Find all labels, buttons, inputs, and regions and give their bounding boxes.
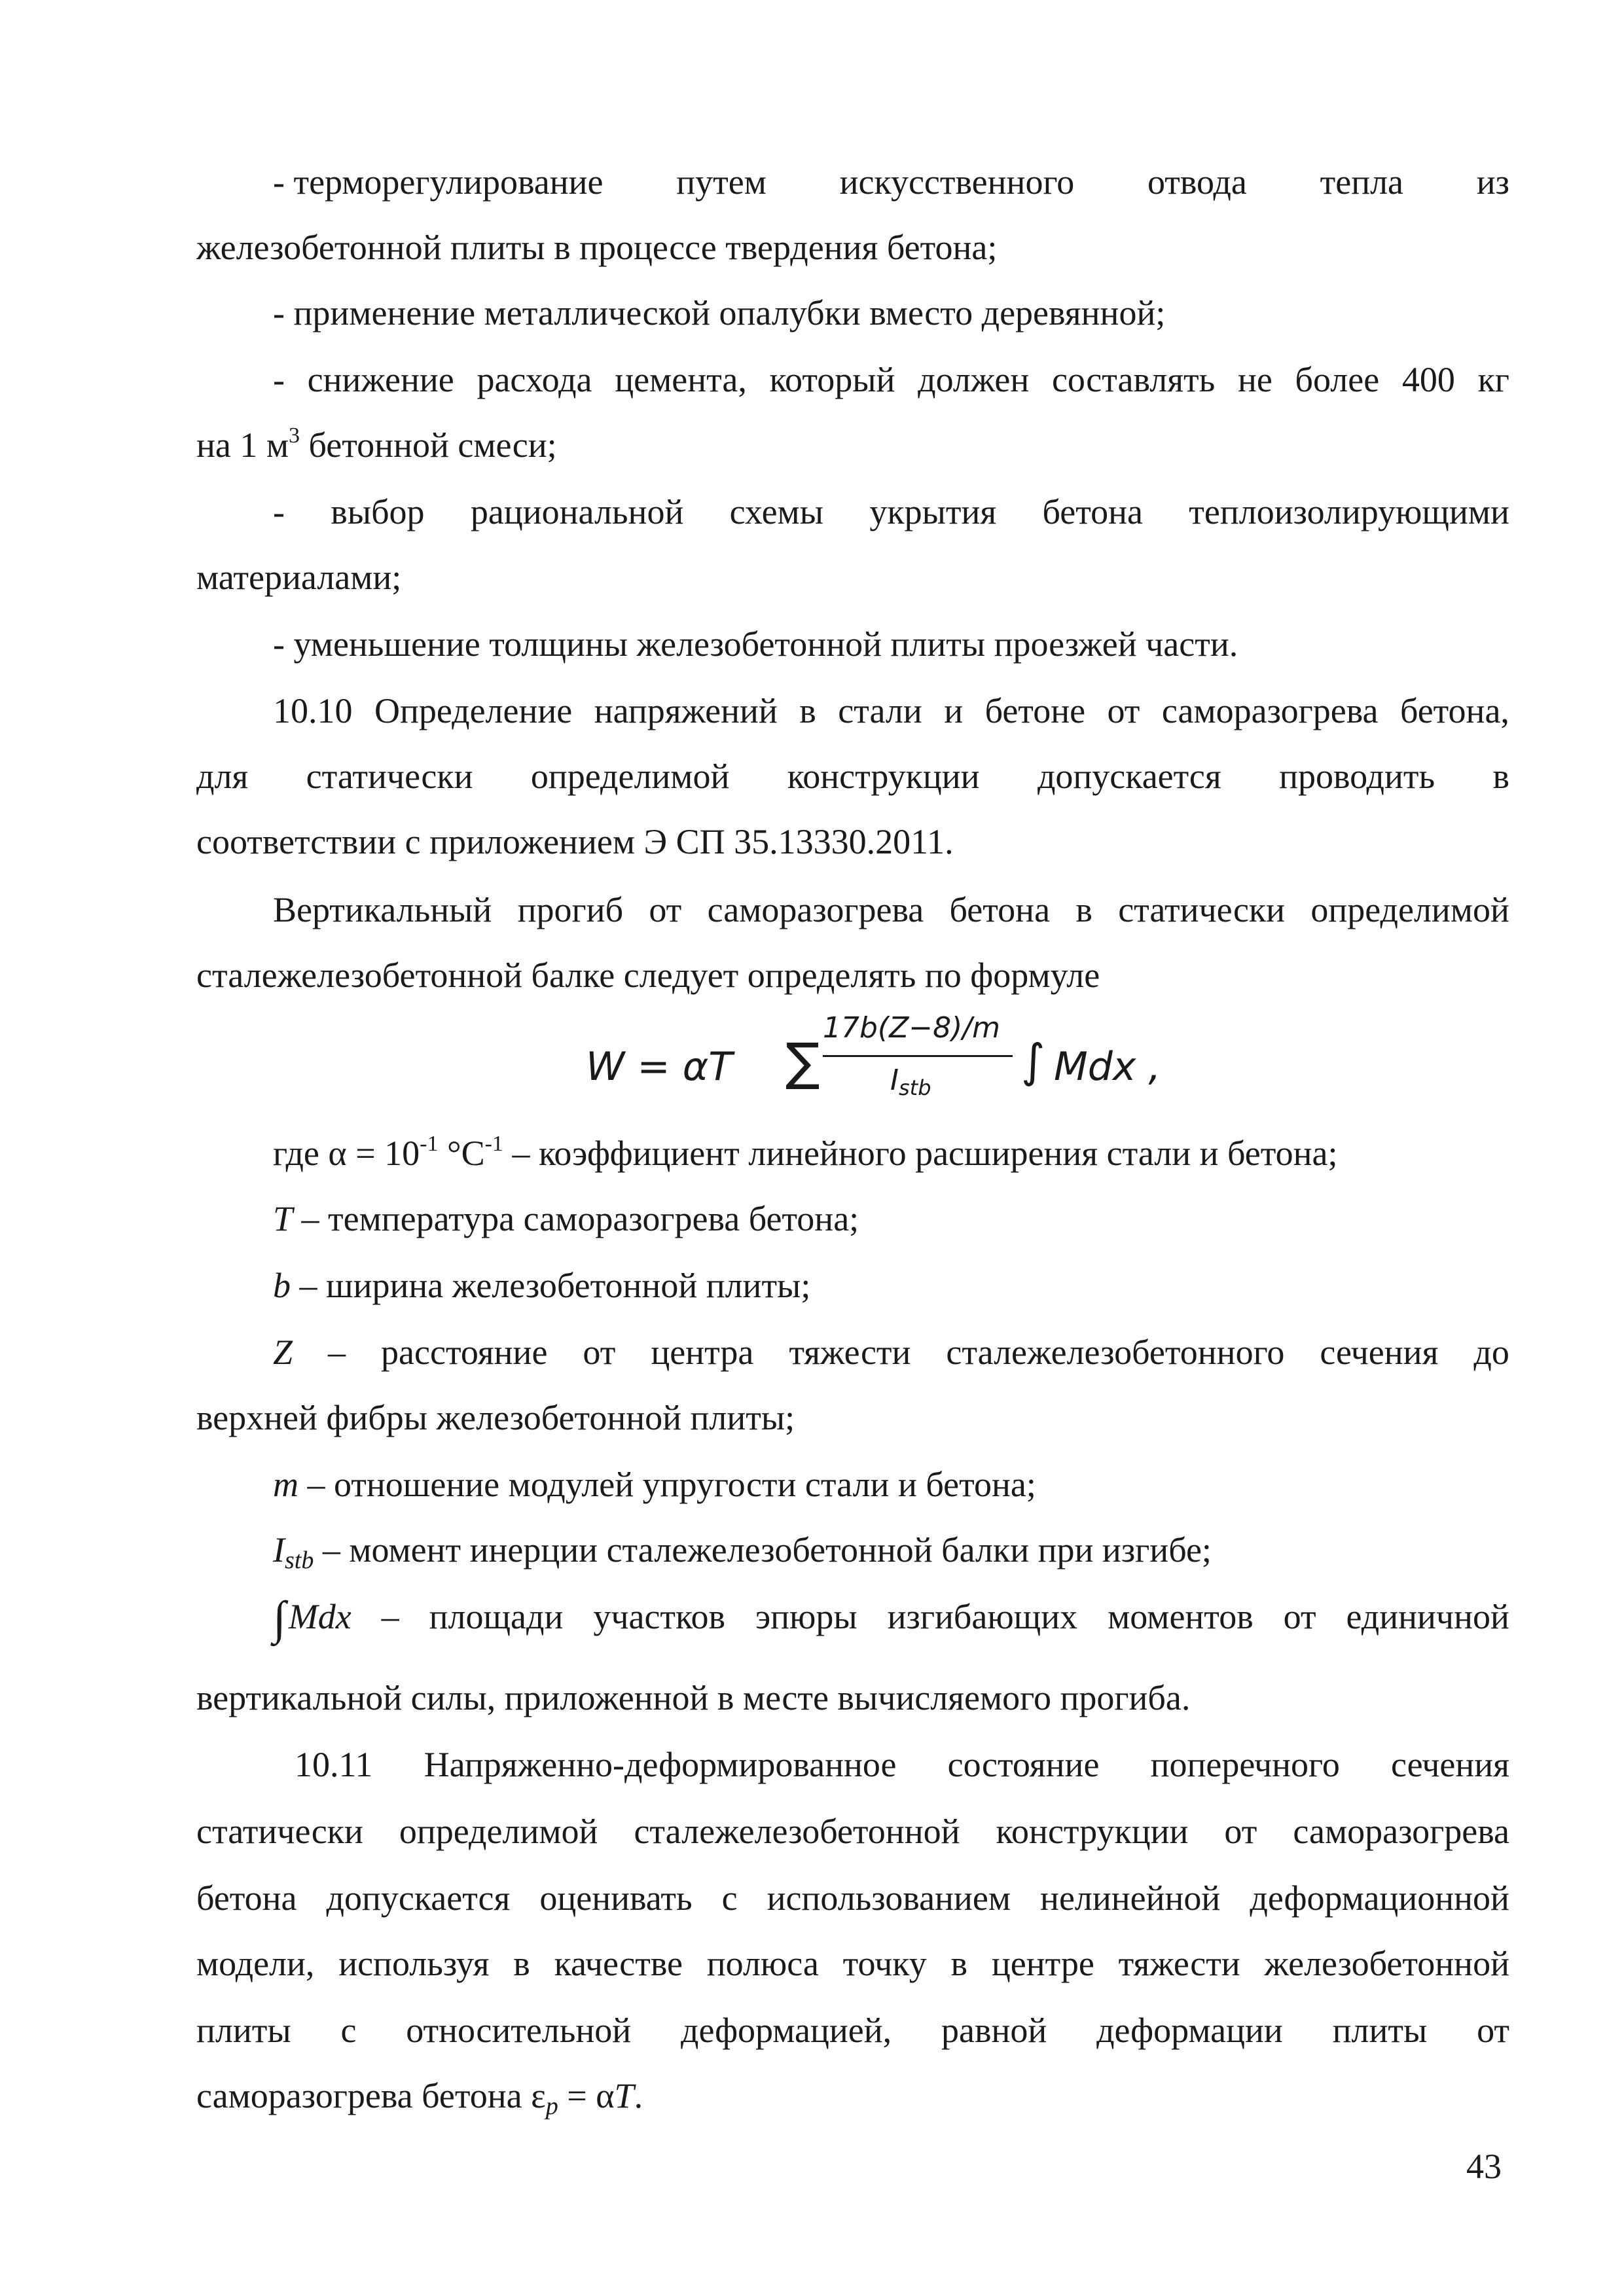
text-word: укрытия: [869, 492, 997, 531]
text-word: напряжений: [594, 691, 778, 730]
text-word: выбор: [331, 492, 425, 531]
text-word: более: [1295, 360, 1380, 399]
section-10-11-line3: [196, 1865, 1509, 1931]
bullet-cement-reduction-line1: [273, 347, 1509, 412]
text-word: плиты: [1332, 2011, 1428, 2050]
text-word: который: [769, 360, 895, 399]
text-word: состояние: [947, 1745, 1100, 1784]
text-word: из: [1476, 162, 1509, 202]
section-10-10-line1: [273, 678, 1509, 744]
text-word: расхода: [477, 360, 592, 399]
text-word: единичной: [1346, 1597, 1509, 1636]
text-run: – коэффициент линейного расширения стали и бетона;: [503, 1134, 1338, 1173]
text-word: с: [340, 2011, 357, 2050]
symbol-T: T: [273, 1199, 293, 1238]
section-10-11-line1: [295, 1732, 1509, 1797]
text-word: статически: [306, 757, 473, 796]
text-run: бетонной смеси;: [300, 425, 557, 465]
text-word: Напряженно-деформированное: [424, 1745, 897, 1784]
text-word: определимой: [530, 757, 730, 796]
section-10-10-line2: [196, 744, 1509, 809]
text-word: моментов: [1108, 1597, 1254, 1636]
text-word: изгибающих: [887, 1597, 1078, 1636]
fraction-bar: [823, 1055, 1013, 1057]
bullet-insulation-line2: материалами;: [196, 558, 402, 597]
text-word: саморазогрева: [1293, 1812, 1509, 1851]
text-word: сечения: [1390, 1745, 1509, 1784]
text-word: поперечного: [1150, 1745, 1340, 1784]
text-word: качестве: [554, 1944, 683, 1983]
text-word: от: [1477, 2011, 1509, 2050]
text-word: бетона: [1042, 492, 1143, 531]
formula-denominator: [890, 1064, 931, 1100]
text-word: с: [721, 1878, 738, 1918]
text-word: плиты: [196, 2011, 291, 2050]
text-word: относительной: [406, 2011, 632, 2050]
section-10-11-line2: [196, 1799, 1509, 1864]
formula-tail: Mdx ,: [1054, 1044, 1161, 1090]
text-word: 10.11: [295, 1745, 373, 1784]
text-word: –: [381, 1597, 399, 1636]
bullet-thermoregulation-line1: [273, 149, 1509, 215]
text-word: оценивать: [539, 1878, 693, 1918]
text-word: схемы: [729, 492, 824, 531]
text-word: нелинейной: [1040, 1878, 1221, 1918]
text-run: – ширина железобетонной плиты;: [291, 1266, 811, 1305]
text-word: участков: [593, 1597, 726, 1636]
text-word: Определение: [374, 691, 573, 730]
text-word: допускается: [326, 1878, 511, 1918]
text-word: снижение: [307, 360, 454, 399]
text-run: где α = 10: [273, 1134, 420, 1173]
text-word: для: [196, 757, 249, 796]
text-word: прогиб: [517, 890, 624, 929]
section-10-10-line3: соответствии с приложением Э СП 35.13330.2011.: [196, 822, 954, 861]
text-word: искусственного: [839, 162, 1075, 202]
superscript: -1: [484, 1132, 503, 1156]
definition-integral-line1: [273, 1584, 1509, 1651]
integral-symbol: ∫: [1021, 1034, 1045, 1088]
text-word: путем: [676, 162, 767, 202]
text-word: точку: [842, 1944, 927, 1983]
text-run: на 1 м: [196, 425, 289, 465]
text-word: площади: [429, 1597, 564, 1636]
definition-Z-line1: [273, 1319, 1509, 1385]
text-word: деформационной: [1250, 1878, 1509, 1918]
text-word: бетона: [196, 1878, 297, 1918]
text-word: бетоне: [984, 691, 1086, 730]
text-word: кг: [1477, 360, 1509, 399]
text-word: сталежелезобетонной: [634, 1812, 960, 1851]
section-10-11-line4: [196, 1931, 1509, 1996]
text-word: сечения: [1320, 1333, 1439, 1372]
text-word: отвода: [1147, 162, 1247, 202]
text-run: – момент инерции сталежелезобетонной балки при изгибе;: [314, 1530, 1212, 1570]
text-word: Вертикальный: [273, 890, 492, 929]
superscript: 3: [289, 423, 300, 448]
formula-lhs: W = αT: [586, 1044, 732, 1090]
denominator-subscript: stb: [898, 1075, 931, 1100]
definition-alpha: [273, 1121, 1509, 1186]
text-word: использованием: [767, 1878, 1011, 1918]
denominator-symbol: I: [890, 1064, 899, 1097]
symbol-m: m: [273, 1465, 298, 1504]
symbol-T: T: [614, 2076, 634, 2115]
symbol-Z: Z: [273, 1333, 293, 1372]
text-word: 10.10: [273, 691, 353, 730]
bullet-thermoregulation-line2: железобетонной плиты в процессе твердения бетона;: [196, 228, 998, 267]
text-word: -: [273, 492, 285, 531]
text-word: не: [1237, 360, 1272, 399]
sum-symbol: ∑: [785, 1033, 820, 1092]
text-word: -: [273, 360, 285, 399]
text-run: = α: [558, 2076, 615, 2115]
text-word: железобетонной: [1264, 1944, 1509, 1983]
symbol-integral-Mdx: [273, 1584, 352, 1651]
definition-T: [273, 1186, 1509, 1251]
formula-numerator: 17b(Z−8)/m: [823, 1011, 1000, 1045]
superscript: -1: [420, 1132, 439, 1156]
text-word: статически: [1118, 890, 1286, 929]
deflection-formula: [586, 1008, 1240, 1106]
text-word: статически: [196, 1812, 363, 1851]
text-word: рациональной: [470, 492, 684, 531]
text-word: тепла: [1320, 162, 1404, 202]
symbol-Mdx: Mdx: [288, 1597, 352, 1636]
text-word: полюса: [706, 1944, 819, 1983]
text-word: стали: [838, 691, 922, 730]
text-word: от: [583, 1333, 616, 1372]
definition-integral-line2: вертикальной силы, приложенной в месте вычисляемого прогиба.: [196, 1678, 1191, 1717]
text-word: проводить: [1279, 757, 1435, 796]
text-word: бетона,: [1399, 691, 1509, 730]
text-run: саморазогрева бетона ε: [196, 2076, 546, 2115]
text-run: – температура саморазогрева бетона;: [293, 1199, 859, 1238]
text-word: теплоизолирующими: [1189, 492, 1509, 531]
text-word: от: [649, 890, 682, 929]
text-word: деформации: [1096, 2011, 1283, 2050]
text-word: и: [944, 691, 964, 730]
text-word: составлять: [1051, 360, 1216, 399]
text-word: 400: [1401, 360, 1455, 399]
text-word: центра: [651, 1333, 754, 1372]
text-word: тяжести: [1118, 1944, 1240, 1983]
text-word: бетона: [949, 890, 1051, 929]
text-word: определимой: [1310, 890, 1509, 929]
symbol-b: b: [273, 1266, 291, 1305]
text-word: в: [513, 1944, 530, 1983]
text-word: деформацией,: [680, 2011, 892, 2050]
text-word: тяжести: [789, 1333, 911, 1372]
text-word: используя: [338, 1944, 490, 1983]
page-number: 43: [1466, 2147, 1502, 2186]
text-word: от: [1107, 691, 1140, 730]
text-word: равной: [941, 2011, 1047, 2050]
definition-m: [273, 1452, 1509, 1517]
text-word: в: [799, 691, 816, 730]
deflection-line1: [273, 877, 1509, 942]
bullet-slab-thickness: - уменьшение толщины железобетонной плиты проезжей части.: [273, 624, 1238, 664]
text-word: должен: [918, 360, 1030, 399]
text-word: центре: [991, 1944, 1094, 1983]
text-run: – отношение модулей упругости стали и бетона;: [298, 1465, 1036, 1504]
section-10-11-line5: [196, 1998, 1509, 2063]
definition-b: [273, 1253, 1509, 1318]
definition-I: [273, 1517, 1509, 1583]
text-word: конструкции: [787, 757, 980, 796]
bullet-cement-reduction-line2: [196, 412, 1509, 478]
text-word: конструкции: [996, 1812, 1189, 1851]
section-10-11-line6: [196, 2063, 1509, 2128]
bullet-metal-formwork: - применение металлической опалубки вместо деревянной;: [273, 293, 1166, 332]
bullet-insulation-line1: [273, 479, 1509, 545]
subscript-p: p: [545, 2092, 558, 2120]
text-word: саморазогрева: [707, 890, 924, 929]
text-word: модели,: [196, 1944, 315, 1983]
text-word: в: [1492, 757, 1509, 796]
text-word: в: [950, 1944, 968, 1983]
deflection-line2: сталежелезобетонной балке следует определять по формуле: [196, 956, 1100, 995]
text-word: сталежелезобетонного: [946, 1333, 1285, 1372]
text-run: °C: [438, 1134, 485, 1173]
text-word: эпюры: [755, 1597, 857, 1636]
integral-sign: ∫: [273, 1592, 286, 1644]
text-word: цемента,: [615, 360, 747, 399]
text-word: от: [1224, 1812, 1257, 1851]
text-word: –: [328, 1333, 346, 1372]
text-word: саморазогрева: [1161, 691, 1379, 730]
text-word: от: [1283, 1597, 1316, 1636]
definition-Z-line2: верхней фибры железобетонной плиты;: [196, 1398, 795, 1437]
symbol-I: I: [273, 1530, 285, 1570]
text-word: в: [1075, 890, 1092, 929]
text-word: до: [1473, 1333, 1509, 1372]
text-word: допускается: [1037, 757, 1221, 796]
text-word: расстояние: [381, 1333, 548, 1372]
subscript-stb: stb: [284, 1547, 314, 1574]
text-run: .: [634, 2076, 643, 2115]
text-word: - терморегулирование: [273, 162, 604, 202]
text-word: определимой: [399, 1812, 598, 1851]
